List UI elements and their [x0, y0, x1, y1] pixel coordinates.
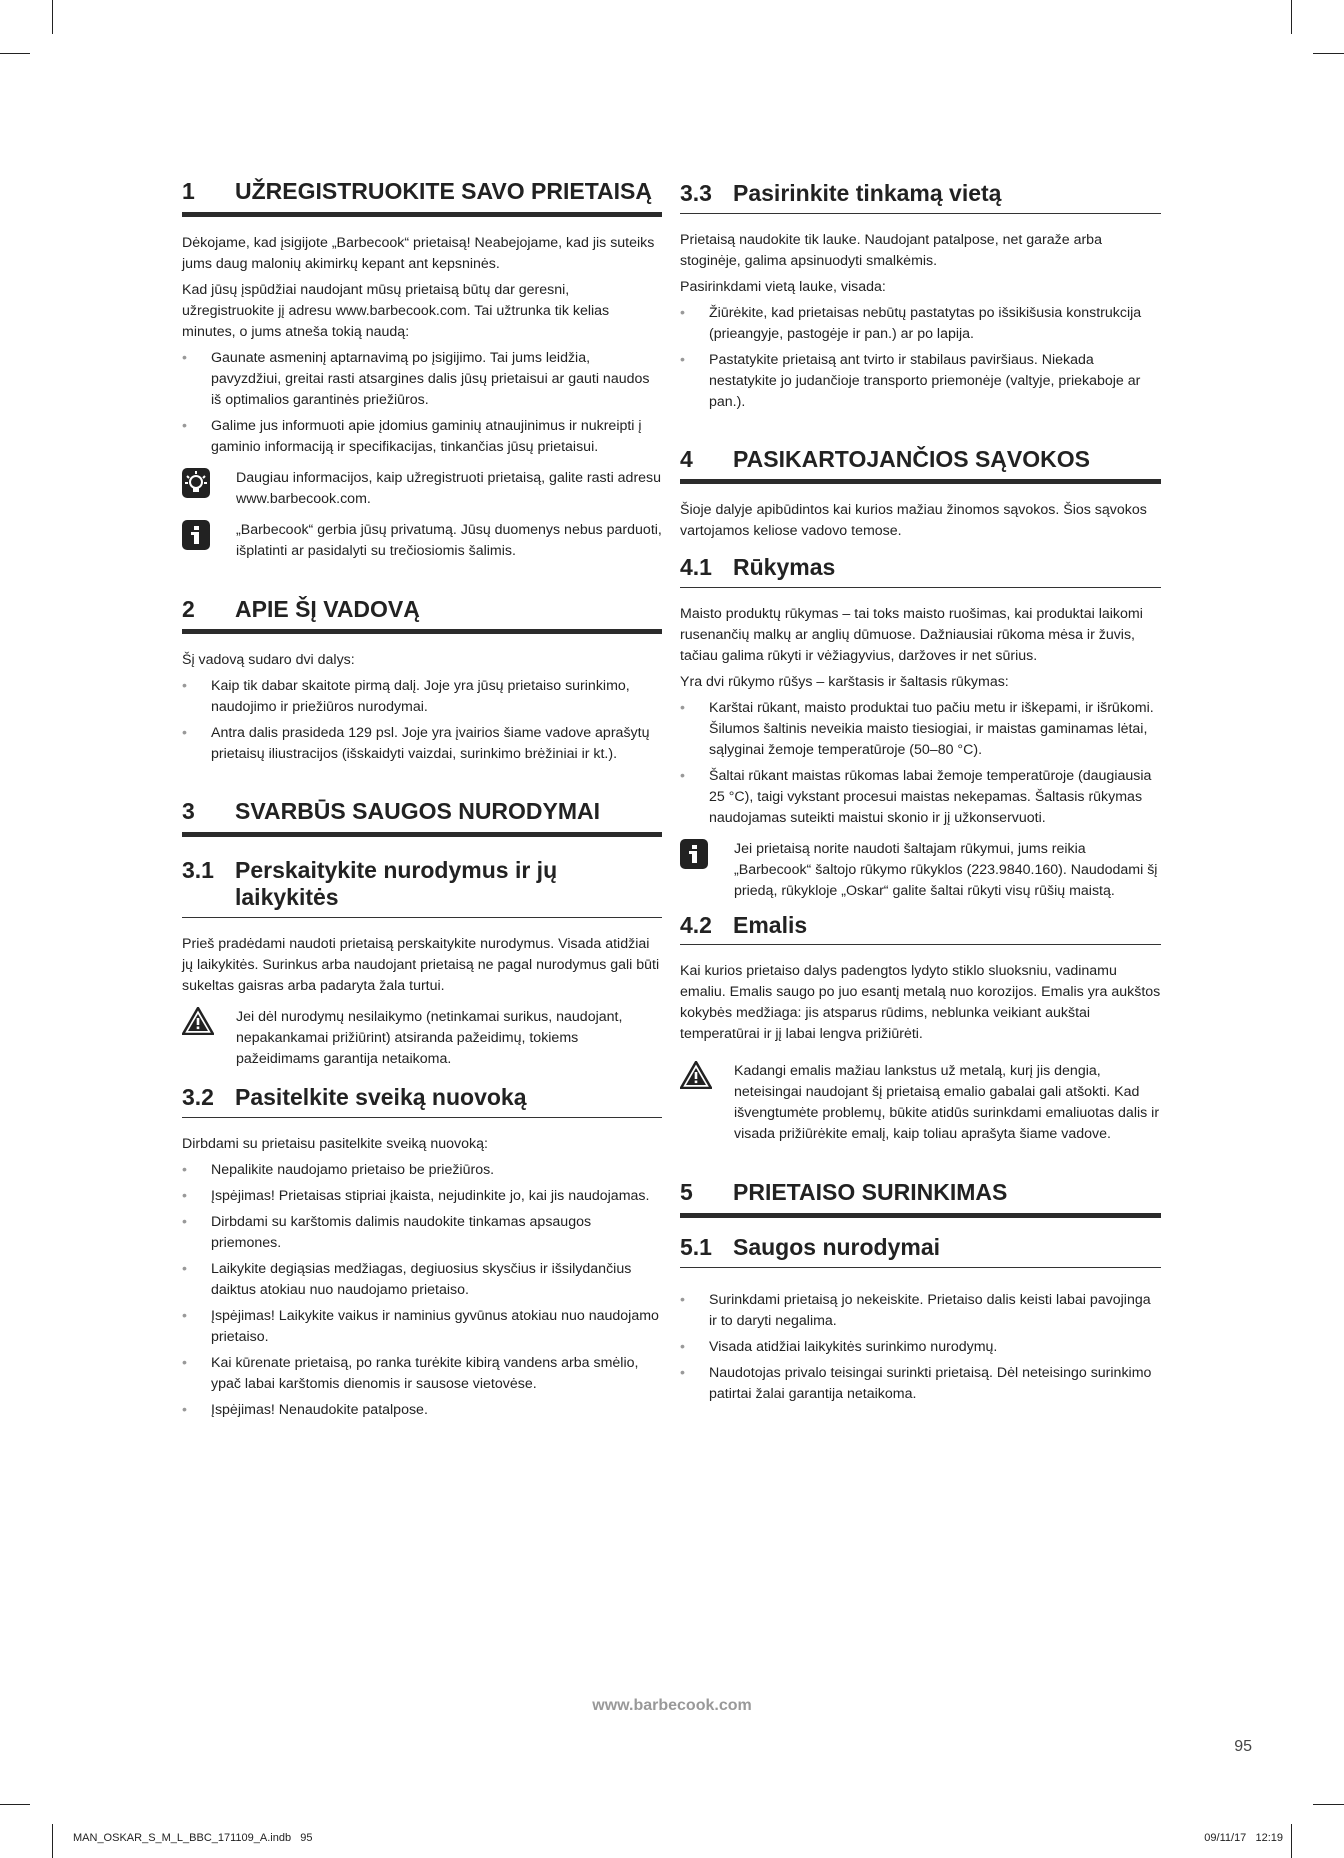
- crop-mark: [52, 0, 53, 34]
- subsection-number: 4.1: [680, 554, 712, 581]
- subsection-heading: [182, 857, 662, 918]
- bullet-list: [182, 348, 662, 458]
- list-item: • Naudotojas privalo teisingai surinkti prietaisą. Dėl neteisingo surinkimo patirtai žalai garantija netaikoma.: [680, 1363, 1161, 1405]
- paragraph: Dėkojame, kad įsigijote „Barbecook“ prietaisą! Neabejojame, kad jis suteiks jums daug malonių akimirkų kepant ant kepsninės.: [182, 234, 655, 272]
- bullet-list: [680, 698, 1161, 829]
- list-item: • Nepalikite naudojamo prietaiso be priežiūros.: [182, 1160, 662, 1181]
- list-item: • Laikykite degiąsias medžiagas, degiuosius skysčius ir išsilydančius daiktus atokiau nuo naudojamo prietaiso.: [182, 1259, 662, 1301]
- section-title: SVARBŪS SAUGOS NURODYMAI: [235, 798, 601, 825]
- paragraph: Šioje dalyje apibūdintos kai kurios mažiau žinomos sąvokos. Šios sąvokos vartojamos keliose vadovo temose.: [680, 502, 1147, 540]
- paragraph: Šį vadovą sudaro dvi dalys:: [182, 652, 355, 669]
- list-item: • Įspėjimas! Prietaisas stipriai įkaista, nejudinkite jo, kai jis naudojamas.: [182, 1186, 662, 1207]
- list-item: • Kai kūrenate prietaisą, po ranka turėkite kibirą vandens arba smėlio, ypač labai karštomis dienomis ir sausose vietovėse.: [182, 1353, 662, 1395]
- subsection-heading: [680, 912, 1161, 946]
- subsection-title: Pasirinkite tinkamą vietą: [733, 180, 1002, 206]
- bullet-list: [680, 303, 1161, 413]
- list-item: • Šaltai rūkant maistas rūkomas labai žemoje temperatūroje (daugiausia 25 °C), taigi vykstant procesui maistas nekepamas. Šaltasis rūkymas naudojamas suteikti maistui skonio ir jį užkonservuoti.: [680, 766, 1161, 829]
- section-number: 4: [680, 445, 693, 472]
- note-text: Jei dėl nurodymų nesilaikymo (netinkamai surikus, naudojant, nepakankamai prižiūrint) atsiranda pažeidimų, tokiems pažeidimams garantija netaikoma.: [236, 1008, 623, 1067]
- list-item: • Antra dalis prasideda 129 psl. Joje yra įvairios šiame vadove aprašytų prietaisų iliustracijos (išskaidyti vaizdai, surinkimo brėžiniai ir kt.).: [182, 723, 662, 765]
- info-icon: [182, 520, 236, 555]
- section-heading: [680, 446, 1161, 485]
- subsection-heading: [680, 180, 1161, 214]
- warning-icon: [680, 1061, 734, 1094]
- section-title: APIE ŠĮ VADOVĄ: [235, 595, 420, 622]
- subsection-title: Saugos nurodymai: [733, 1233, 941, 1260]
- subsection-heading: [680, 1234, 1161, 1268]
- subsection-number: 5.1: [680, 1233, 712, 1260]
- paragraph: Dirbdami su prietaisu pasitelkite sveiką nuovoką:: [182, 1135, 488, 1152]
- note-text: Jei prietaisą norite naudoti šaltajam rūkymui, jums reikia „Barbecook“ šaltojo rūkymo rūkyklos (223.9840.160). Naudodami šį priedą, rūkykloje „Oskar“ galite šaltai rūkyti visų rūšių maistą.: [734, 840, 1158, 899]
- bullet-list: [680, 1290, 1161, 1405]
- crop-mark: [52, 1824, 53, 1858]
- warning-icon: [182, 1007, 236, 1040]
- paragraph: Kai kurios prietaiso dalys padengtos lydyto stiklo sluoksniu, vadinamu emaliu. Emalis saugo po juo esantį metalą nuo korozijos. Emalis yra aukštos kokybės medžiaga: jis atsparus rūdims, neblunka veikiant aukštai temperatūrai ir jį labai lengva prižiūrėti.: [680, 963, 1161, 1043]
- crop-mark: [1291, 0, 1292, 34]
- subsection-title: Emalis: [733, 911, 808, 938]
- list-item: • Pastatykite prietaisą ant tvirto ir stabilaus paviršiaus. Niekada nestatykite jo judančioje transporto priemonėje (valtyje, priekaboje ar pan.).: [680, 350, 1161, 413]
- crop-mark: [1313, 1804, 1344, 1805]
- list-item: • Gaunate asmeninį aptarnavimą po įsigijimo. Tai jums leidžia, pavyzdžiui, greitai rasti atsargines dalis jūsų prietaisui ar gauti naudos iš optimalios garantinės priežiūros.: [182, 348, 662, 411]
- subsection-number: 3.1: [182, 856, 214, 883]
- subsection-number: 4.2: [680, 911, 712, 938]
- paragraph: Pasirinkdami vietą lauke, visada:: [680, 278, 886, 295]
- paragraph: Yra dvi rūkymo rūšys – karštasis ir šaltasis rūkymas:: [680, 673, 1009, 690]
- info-note: [680, 839, 1161, 902]
- list-item: • Žiūrėkite, kad prietaisas nebūtų pastatytas po išsikišusia konstrukcija (prieangyje, pastogėje ir pan.) ar po lapija.: [680, 303, 1161, 345]
- list-item: • Visada atidžiai laikykitės surinkimo nurodymų.: [680, 1337, 1161, 1358]
- crop-mark: [0, 53, 30, 54]
- list-item: • Įspėjimas! Laikykite vaikus ir naminius gyvūnus atokiau nuo naudojamo prietaiso.: [182, 1306, 662, 1348]
- warning-note: [680, 1061, 1161, 1145]
- list-item: • Įspėjimas! Nenaudokite patalpose.: [182, 1400, 662, 1421]
- subsection-title: Rūkymas: [733, 554, 836, 581]
- print-slug-filename: MAN_OSKAR_S_M_L_BBC_171109_A.indb 95: [73, 1832, 313, 1844]
- section-heading: [182, 178, 662, 217]
- section-title: PASIKARTOJANČIOS SĄVOKOS: [733, 445, 1090, 472]
- right-column: [680, 180, 1161, 1410]
- section-number: 3: [182, 798, 195, 825]
- subsection-heading: [680, 554, 1161, 588]
- crop-mark: [1291, 1824, 1292, 1858]
- note-text: Kadangi emalis mažiau lankstus už metalą, kurį jis dengia, neteisingai naudojant šį prietaisą emalio gabalai gali atšokti. Kad išvengtumėte problemų, būkite atidūs surinkdami emaliuotas dalis ir visada prižiūrėkite emalį, kaip toliau aprašyta šiame vadove.: [734, 1063, 1160, 1143]
- paragraph: Kad jūsų įspūdžiai naudojant mūsų prietaisą būtų dar geresni, užregistruokite jį adresu www.barbecook.com. Tai užtrunka tik kelias minutes, o jums atneša tokią naudą:: [182, 281, 610, 340]
- bullet-list: [182, 1160, 662, 1421]
- list-item: • Dirbdami su karštomis dalimis naudokite tinkamas apsaugos priemones.: [182, 1212, 662, 1254]
- list-item: • Kaip tik dabar skaitote pirmą dalį. Joje yra jūsų prietaiso surinkimo, naudojimo ir priežiūros nurodymai.: [182, 676, 662, 718]
- paragraph: Prieš pradėdami naudoti prietaisą perskaitykite nurodymus. Visada atidžiai jų laikykitės. Surinkus arba naudojant prietaisą ne pagal nurodymus gali būti sukeltas gaisras arba padaryta žala turtui.: [182, 935, 660, 994]
- section-number: 1: [182, 178, 195, 204]
- bullet-list: [182, 676, 662, 765]
- section-title: UŽREGISTRUOKITE SAVO PRIETAISĄ: [235, 178, 653, 204]
- print-slug-timestamp: 09/11/17 12:19: [1204, 1832, 1283, 1844]
- warning-note: [182, 1007, 662, 1070]
- section-number: 5: [680, 1179, 693, 1206]
- section-heading: [182, 596, 662, 635]
- page-number: 95: [1234, 1738, 1252, 1755]
- paragraph: Maisto produktų rūkymas – tai toks maisto ruošimas, kai produktai laikomi rusenančių malkų ar anglių dūmuose. Dažniausiai rūkoma mėsa ir žuvis, tačiau galima rūkyti ir vėžiagyvius, daržoves ir net sūrius.: [680, 605, 1143, 664]
- subsection-heading: [182, 1084, 662, 1118]
- crop-mark: [0, 1804, 30, 1805]
- subsection-title: Pasitelkite sveiką nuovoką: [235, 1083, 527, 1110]
- subsection-number: 3.2: [182, 1083, 214, 1110]
- paragraph: Prietaisą naudokite tik lauke. Naudojant patalpose, net garaže arba stoginėje, galima apsinuodyti smalkėmis.: [680, 231, 1102, 269]
- subsection-title: Perskaitykite nurodymus ir jų laikykitės: [235, 856, 558, 911]
- list-item: • Surinkdami prietaisą jo nekeiskite. Prietaiso dalis keisti labai pavojinga ir to daryti negalima.: [680, 1290, 1161, 1332]
- list-item: • Karštai rūkant, maisto produktai tuo pačiu metu ir iškepami, ir išrūkomi. Šilumos šaltinis neveikia maisto tiesiogiai, ir maistas gaminamas lėtai, sąlyginai žemoje temperatūroje (50–80 °C).: [680, 698, 1161, 761]
- crop-mark: [1313, 53, 1344, 54]
- info-icon: [680, 839, 734, 874]
- section-number: 2: [182, 595, 195, 622]
- section-title: PRIETAISO SURINKIMAS: [733, 1179, 1008, 1206]
- note-text: „Barbecook“ gerbia jūsų privatumą. Jūsų duomenys nebus parduoti, išplatinti ar pasidalyti su trečiosiomis šalimis.: [236, 521, 662, 559]
- subsection-number: 3.3: [680, 180, 712, 206]
- footer-website-link[interactable]: www.barbecook.com: [592, 1697, 752, 1714]
- section-heading: [680, 1179, 1161, 1218]
- list-item: • Galime jus informuoti apie įdomius gaminių atnaujinimus ir nukreipti į gaminio informaciją ir specifikacijas, tinkančias jūsų prietaisui.: [182, 416, 662, 458]
- info-note: [182, 520, 662, 562]
- note-text: Daugiau informacijos, kaip užregistruoti prietaisą, galite rasti adresu www.barbecook.com.: [236, 469, 662, 507]
- lightbulb-icon: [182, 468, 236, 503]
- section-heading: [182, 798, 662, 837]
- left-column: [182, 178, 662, 1426]
- tip-note: [182, 468, 662, 510]
